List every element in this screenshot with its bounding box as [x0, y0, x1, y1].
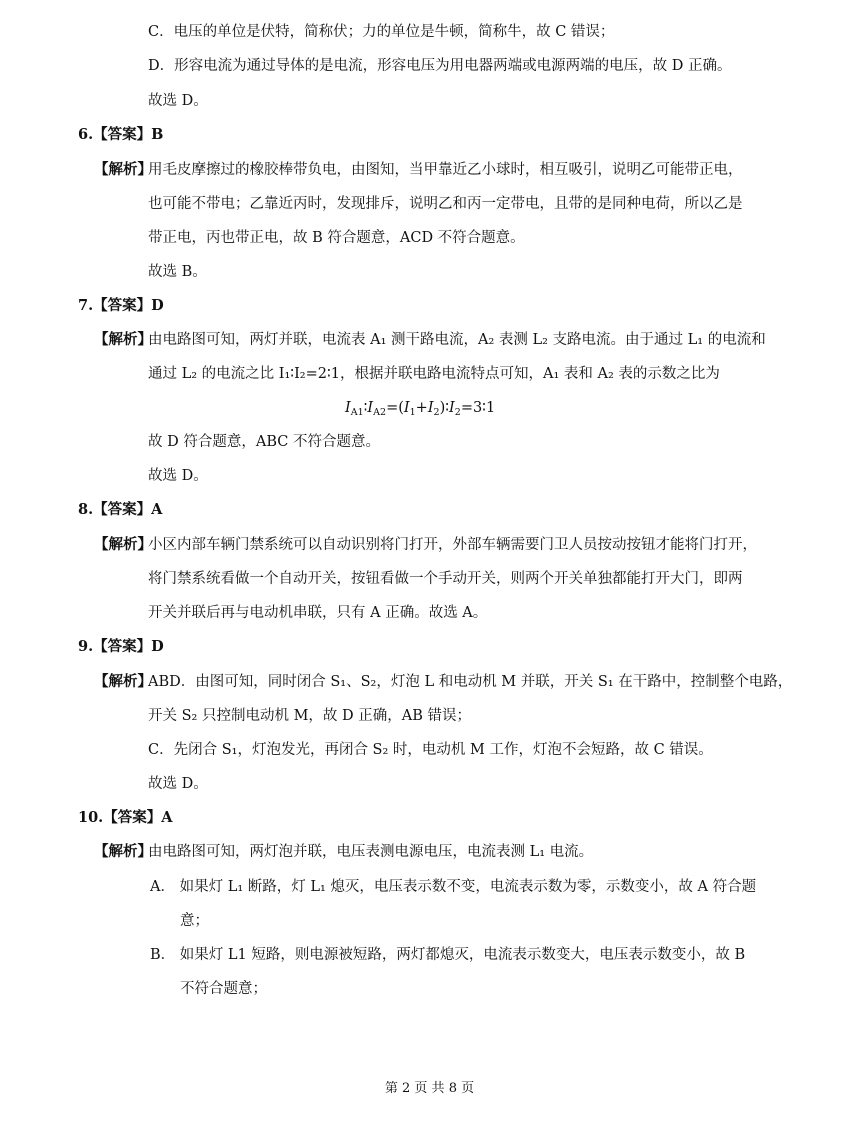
q7-line-3: 故 D 符合题意，ABC 不符合题意。: [148, 434, 380, 450]
q7-analysis-tag: 【解析】: [94, 331, 152, 348]
q6-line-2: 也可能不带电；乙靠近丙时，发现排斥，说明乙和丙一定带电，且带的是同种电荷，所以乙是: [148, 196, 743, 212]
q6-pick: 故选 B。: [148, 264, 207, 280]
q6-line-3: 带正电，丙也带正电，故 B 符合题意，ACD 不符合题意。: [148, 230, 525, 246]
q5-option-c: C．电压的单位是伏特，简称伏；力的单位是牛顿，简称牛，故 C 错误；: [148, 24, 615, 40]
q8-line-3: 开关并联后再与电动机串联，只有 A 正确。故选 A。: [148, 605, 488, 621]
q5-pick: 故选 D。: [148, 93, 208, 109]
q9-line-1: ABD．由图可知，同时闭合 S₁、S₂，灯泡 L 和电动机 M 并联，开关 S₁ 在干路中，控制整个电路，: [148, 674, 793, 690]
q9-analysis-tag: 【解析】: [94, 673, 152, 690]
q9-line-3: C．先闭合 S₁，灯泡发光，再闭合 S₂ 时，电动机 M 工作，灯泡不会短路，故 C 错误。: [148, 742, 713, 758]
q5-option-d: D．形容电流为通过导体的是电流，形容电压为用电器两端或电源两端的电压，故 D 正确。: [148, 58, 732, 74]
q6-analysis-tag: 【解析】: [94, 161, 152, 178]
q10-answer: 10.【答案】A: [78, 809, 173, 826]
q10-analysis-tag: 【解析】: [94, 843, 152, 860]
q9-answer: 9.【答案】D: [78, 638, 164, 655]
q6-line-1: 用毛皮摩擦过的橡胶棒带负电，由图知，当甲靠近乙小球时，相互吸引，说明乙可能带正电，: [148, 162, 743, 178]
q8-answer: 8.【答案】A: [78, 501, 163, 518]
q7-answer: 7.【答案】D: [78, 297, 164, 314]
q8-analysis-tag: 【解析】: [94, 536, 152, 553]
q9-line-2: 开关 S₂ 只控制电动机 M，故 D 正确，AB 错误；: [148, 708, 471, 724]
q10-line-1: 由电路图可知，两灯泡并联，电压表测电源电压，电流表测 L₁ 电流。: [148, 844, 594, 860]
page-footer: 第 2 页 共 8 页: [384, 1081, 475, 1096]
q7-formula: $I_{A1}∶I_{A2}=(I_1+I_2)∶I_2=3∶1$: [345, 400, 496, 418]
q8-line-1: 小区内部车辆门禁系统可以自动识别将门打开，外部车辆需要门卫人员按动按钮才能将门打开，: [148, 537, 757, 553]
q7-line-1: 由电路图可知，两灯并联，电流表 A₁ 测干路电流，A₂ 表测 L₂ 支路电流。由于通过 L₁ 的电流和: [148, 332, 766, 348]
q10-option-b-line-2: 不符合题意；: [180, 981, 267, 997]
q10-option-b-line-1: B． 如果灯 L1 短路，则电源被短路，两灯都熄灭，电流表示数变大，电压表示数变小，故 B: [150, 947, 746, 963]
q7-pick: 故选 D。: [148, 468, 208, 484]
q10-option-a-line-2: 意；: [180, 913, 209, 929]
q7-line-2: 通过 L₂ 的电流之比 I₁∶I₂=2∶1，根据并联电路电流特点可知，A₁ 表和 A₂ 表的示数之比为: [148, 366, 720, 382]
q9-pick: 故选 D。: [148, 776, 208, 792]
q6-answer: 6.【答案】B: [78, 126, 164, 143]
q10-option-a-line-1: A． 如果灯 L₁ 断路，灯 L₁ 熄灭，电压表示数不变，电流表示数为零，示数变小，故 A 符合题: [150, 879, 757, 895]
q8-line-2: 将门禁系统看做一个自动开关，按钮看做一个手动开关，则两个开关单独都能打开大门，即两: [148, 571, 743, 587]
